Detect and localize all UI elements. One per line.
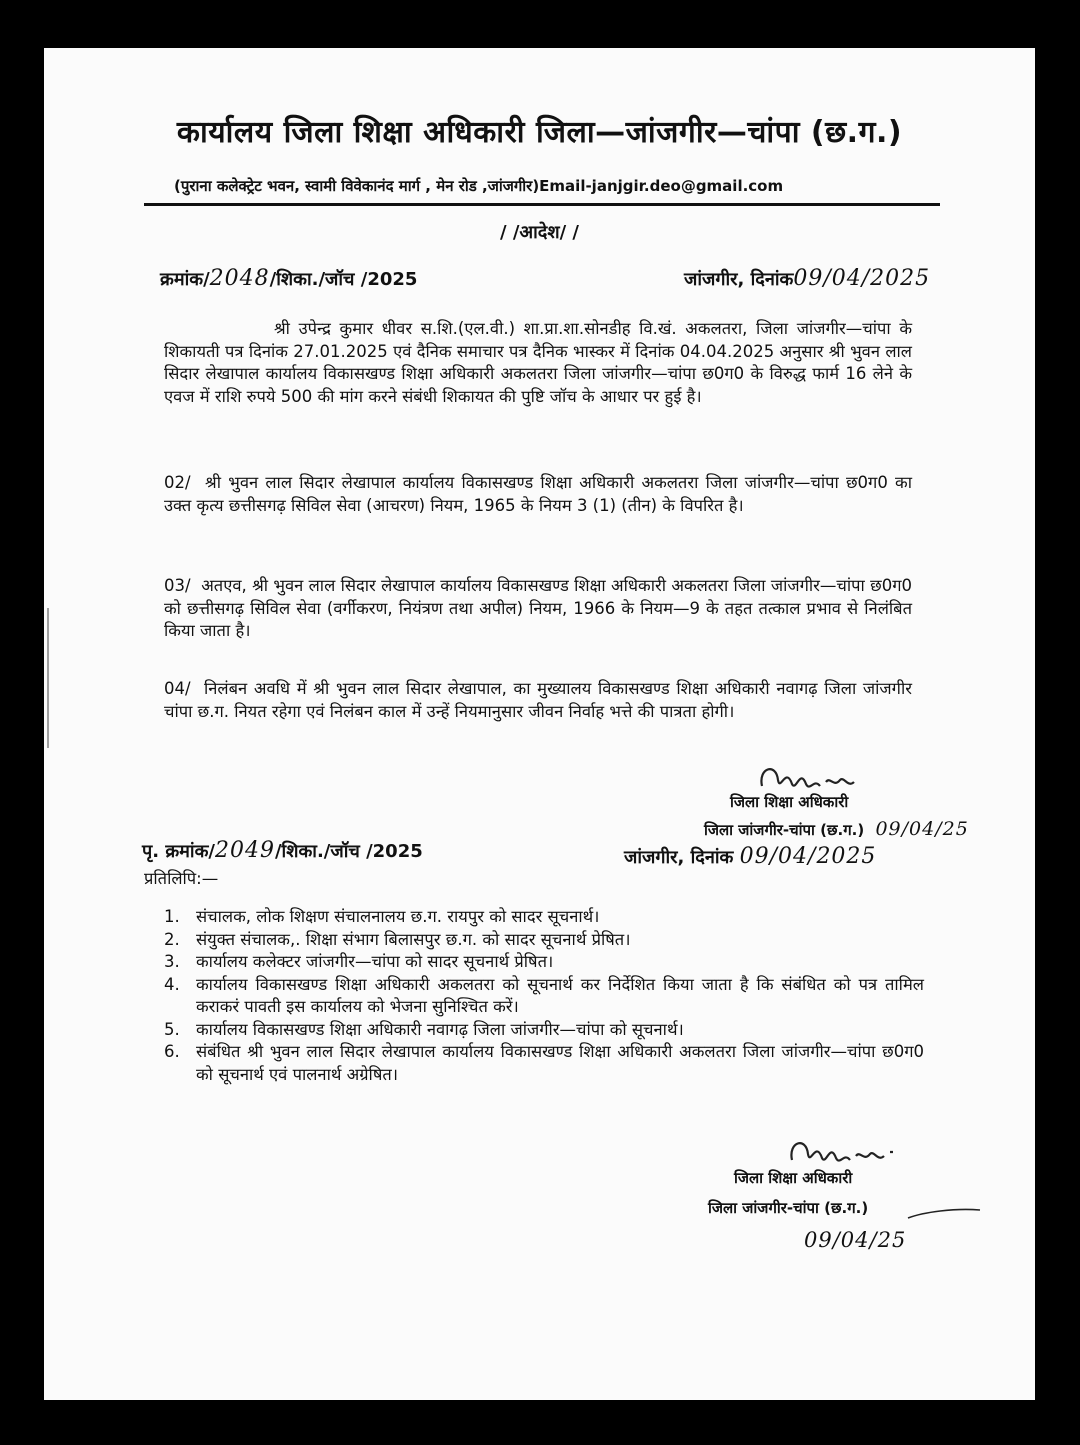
list-item: 4. कार्यालय विकासखण्ड शिक्षा अधिकारी अकलतरा को सूचनार्थ कर निर्देशित किया जाता है कि संबंधित को पत्र तामिल कराकरं पावती इस कार्यालय को भेजना सुनिश्चित करें। [164,974,924,1016]
paragraph-04 [164,678,912,723]
list-item: 2. संयुक्त संचालक,. शिक्षा संभाग बिलासपुर छ.ग. को सादर सूचनार्थ प्रेषित। [164,929,631,949]
reference-number-line [160,266,417,291]
paragraph-02 [164,472,912,517]
signature-office-text: जिला जांजगीर-चांपा (छ.ग.) [704,821,865,839]
signature-office-2: जिला जांजगीर-चांपा (छ.ग.) [708,1199,869,1217]
endorsement-prefix: पृ. क्रमांक/ [142,841,215,862]
office-title: कार्यालय जिला शिक्षा अधिकारी जिला—जांजगीर—चांपा (छ.ग.) [176,115,903,150]
list-item: 1. संचालक, लोक शिक्षण संचालनालय छ.ग. रायपुर को सादर सूचनार्थ। [164,907,600,926]
signature-title-2: जिला शिक्षा अधिकारी [734,1169,853,1187]
paragraph-number: 04/ [164,679,191,698]
list-item: 3. कार्यालय कलेक्टर जांजगीर—चांपा को सादर सूचनार्थ प्रेषित। [164,952,554,971]
header-rule [144,203,940,206]
order-title: / /आदेश/ / [499,222,580,243]
signature-scribble [786,1132,906,1172]
document-page [44,48,1035,1400]
paragraph-text: श्री उपेन्द्र कुमार धीवर स.शि.(एल.वी.) शा.प्रा.शा.सोनडीह वि.खं. अकलतरा, जिला जांजगीर—चांपा के शिकायती पत्र दिनांक 27.01.2025 एवं दैनिक समाचार पत्र दैनिक भास्कर में दिनांक 04.04.2025 अनुसार श्री भुवन लाल सिदार लेखापाल कार्यालय विकासखण्ड शिक्षा अधिकारी अकलतरा जिला जांजगीर—चांपा छ0ग0 के विरुद्ध फार्म 16 लेने के एवज में राशि रुपये 500 की मांग करने संबंधी शिकायत की पुष्टि जॉच के आधार पर हुई है। [164,319,912,406]
endorsement-date: 09/04/2025 [739,844,877,869]
list-item: 5. कार्यालय विकासखण्ड शिक्षा अधिकारी नवागढ़ जिला जांजगीर—चांपा को सूचनार्थ। [164,1019,684,1039]
edge-scan-mark [44,608,52,748]
place-date-label: जांजगीर, दिनांक [684,269,794,290]
endorsement-date-line [624,844,876,869]
signature-office-1 [704,818,969,840]
paragraph-text: अतएव, श्री भुवन लाल सिदार लेखापाल कार्यालय विकासखण्ड शिक्षा अधिकारी अकलतरा जिला जांजगीर—चांपा छ0ग0 को छत्तीसगढ़ सिविल सेवा (वर्गीकरण, नियंत्रण तथा अपील) नियम, 1966 के नियम—9 के तहत तत्काल प्रभाव से निलंबित किया जाता है। [164,576,912,640]
copy-label: प्रतिलिपि:— [144,869,219,888]
paragraph-text: निलंबन अवधि में श्री भुवन लाल सिदार लेखापाल, का मुख्यालय विकासखण्ड शिक्षा अधिकारी नवागढ़ जिला जांजगीर चांपा छ.ग. नियत रहेगा एवं निलंबन काल में उन्हें नियमानुसार जीवन निर्वाह भत्ते की पात्रता होगी। [164,679,912,721]
reference-prefix: क्रमांक/ [160,269,210,290]
signature-tail-stroke [904,1198,984,1228]
paragraph-03 [164,575,912,643]
paragraph-01 [164,318,912,408]
office-address: (पुराना कलेक्ट्रेट भवन, स्वामी विवेकानंद मार्ग , मेन रोड ,जांजगीर)Email-janjgir.deo@gmail.com [174,177,784,195]
list-item: 6. संबंधित श्री भुवन लाल सिदार लेखापाल कार्यालय विकासखण्ड शिक्षा अधिकारी अकलतरा जिला जांजगीर—चांपा छ0ग0 को सूचनार्थ एवं पालनार्थ अग्रेषित। [164,1042,924,1084]
paragraph-number: 02/ [164,473,191,492]
endorsement-number: 2049 [214,838,275,863]
copy-list [164,906,924,1086]
reference-date: 09/04/2025 [793,266,931,291]
signature-title-1: जिला शिक्षा अधिकारी [730,793,849,811]
endorsement-number-line [142,838,423,863]
endorsement-suffix: /शिका./जॉच /2025 [274,841,423,862]
reference-suffix: /शिका./जॉच /2025 [269,269,418,290]
paragraph-number: 03/ [164,576,191,595]
reference-number: 2048 [209,266,270,291]
signature-date-2: 09/04/25 [804,1228,907,1252]
paragraph-text: श्री भुवन लाल सिदार लेखापाल कार्यालय विकासखण्ड शिक्षा अधिकारी अकलतरा जिला जांजगीर—चांपा छ0ग0 का उक्त कृत्य छत्तीसगढ़ सिविल सेवा (आचरण) नियम, 1965 के नियम 3 (1) (तीन) के विपरित है। [164,473,912,515]
reference-date-line [684,266,930,291]
signature-date-1: 09/04/25 [875,818,969,840]
endorsement-date-label: जांजगीर, दिनांक [624,847,734,868]
